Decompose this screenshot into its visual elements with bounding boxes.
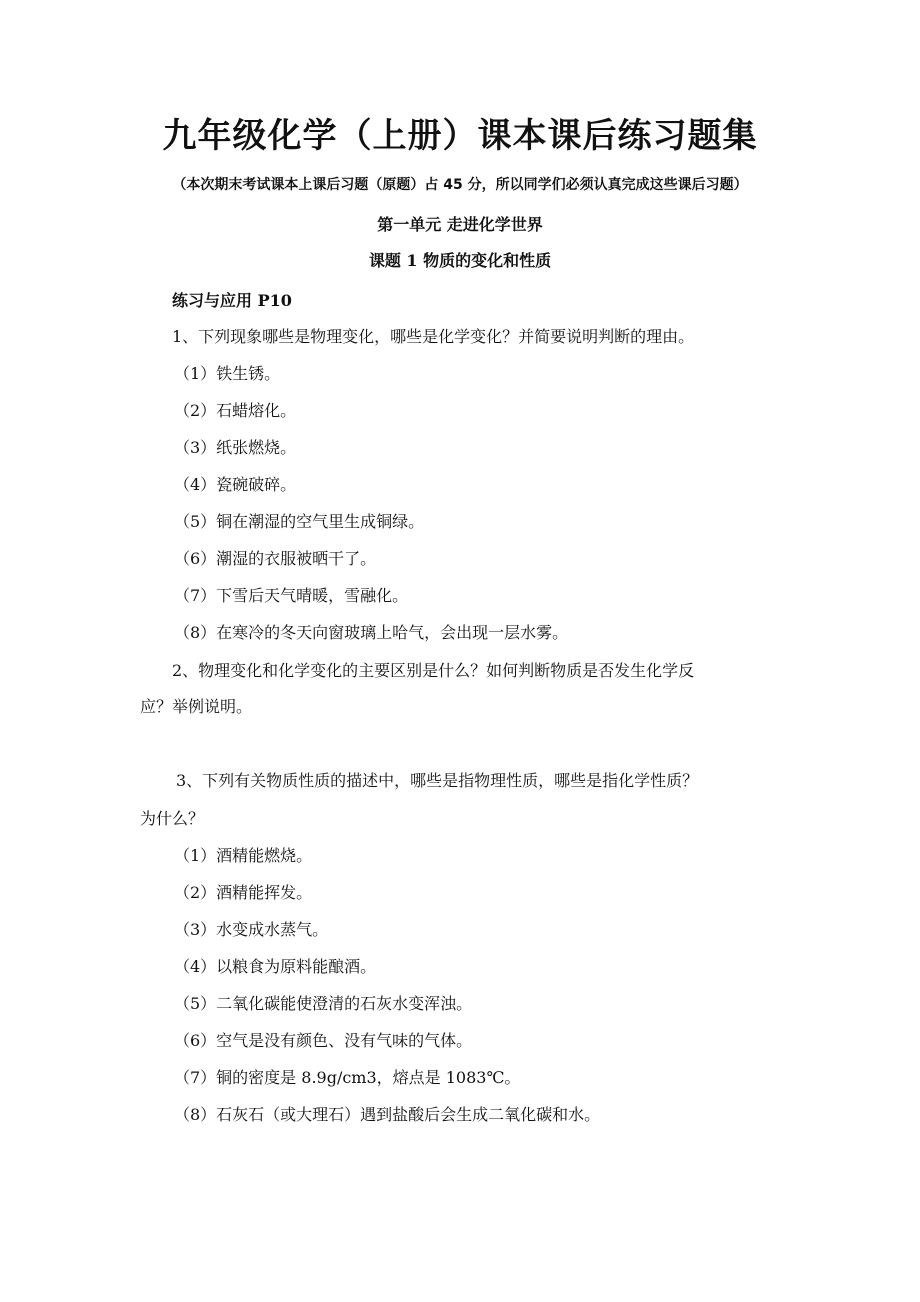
question-3-item: （1）酒精能燃烧。	[174, 846, 313, 865]
question-1-stem: 1、下列现象哪些是物理变化，哪些是化学变化？并简要说明判断的理由。	[172, 327, 695, 346]
question-3-item: （3）水变成水蒸气。	[174, 920, 329, 939]
document-subtitle: （本次期末考试课本上课后习题（原题）占 45 分，所以同学们必须认真完成这些课后习题）	[172, 177, 748, 193]
question-1-item: （4）瓷碗破碎。	[174, 475, 297, 494]
question-3-item: （7）铜的密度是 8.9g/cm3，熔点是 1083℃。	[174, 1068, 521, 1087]
question-3-item: （2）酒精能挥发。	[174, 883, 313, 902]
question-3-item: （6）空气是没有颜色、没有气味的气体。	[174, 1031, 473, 1050]
question-3-item: （8）石灰石（或大理石）遇到盐酸后会生成二氧化碳和水。	[174, 1105, 601, 1124]
question-1-item: （5）铜在潮湿的空气里生成铜绿。	[174, 512, 425, 531]
question-2-line-1: 2、物理变化和化学变化的主要区别是什么？如何判断物质是否发生化学反	[172, 661, 695, 680]
question-3-item: （4）以粮食为原料能酿酒。	[174, 957, 377, 976]
question-1-item: （2）石蜡熔化。	[174, 401, 297, 420]
question-1-item: （7）下雪后天气晴暖，雪融化。	[174, 586, 409, 605]
unit-heading: 第一单元 走进化学世界	[377, 215, 543, 234]
question-3-line-1: 3、下列有关物质性质的描述中，哪些是指物理性质，哪些是指化学性质？	[176, 771, 699, 790]
document-title: 九年级化学（上册）课本课后练习题集	[162, 116, 758, 156]
question-3-item: （5）二氧化碳能使澄清的石灰水变浑浊。	[174, 994, 473, 1013]
section-heading: 练习与应用 P10	[172, 291, 292, 310]
question-1-item: （1）铁生锈。	[174, 364, 281, 383]
question-1-item: （8）在寒冷的冬天向窗玻璃上哈气，会出现一层水雾。	[174, 623, 569, 642]
question-1-item: （3）纸张燃烧。	[174, 438, 297, 457]
lesson-heading: 课题 1 物质的变化和性质	[368, 251, 552, 270]
question-1-item: （6）潮湿的衣服被晒干了。	[174, 549, 377, 568]
question-2-line-2: 应？举例说明。	[140, 697, 253, 716]
question-3-line-2: 为什么？	[140, 809, 205, 828]
